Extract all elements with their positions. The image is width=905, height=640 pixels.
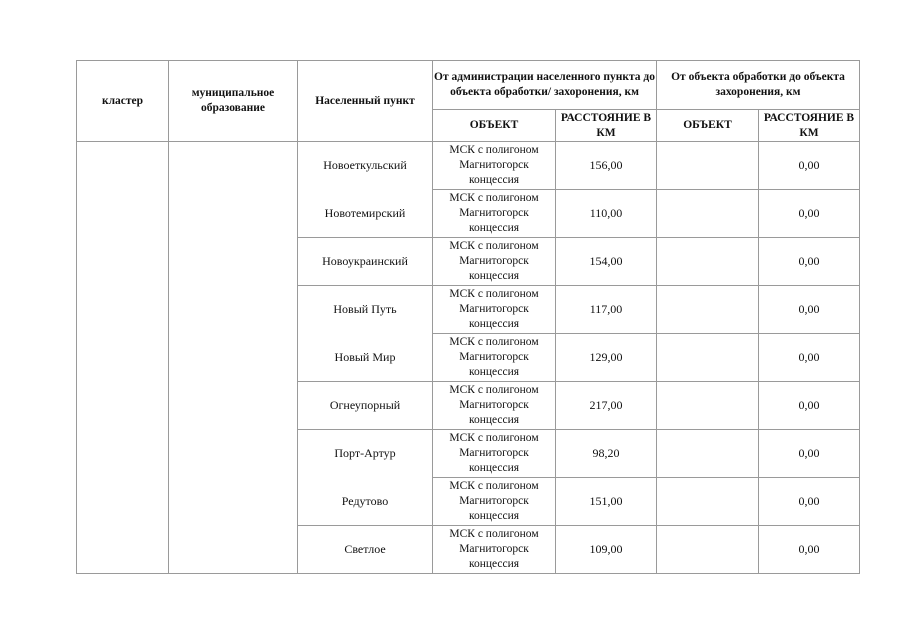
cell-object2	[657, 142, 759, 190]
header-cluster: кластер	[77, 61, 169, 142]
municipality-cell	[169, 142, 298, 574]
cell-object2	[657, 430, 759, 478]
header-group-processing: От объекта обработки до объекта захоронения, км	[657, 61, 860, 110]
cluster-cell	[77, 142, 169, 574]
header-distance: РАССТОЯНИЕ В КМ	[556, 110, 657, 142]
cell-distance2: 0,00	[759, 334, 860, 382]
cell-settlement: Новый Путь	[298, 286, 433, 334]
cell-distance: 151,00	[556, 478, 657, 526]
cell-settlement: Новотемирский	[298, 190, 433, 238]
cell-object2	[657, 526, 759, 574]
cell-distance: 110,00	[556, 190, 657, 238]
cell-settlement: Новоукраинский	[298, 238, 433, 286]
cell-object: МСК с полигоном Магнитогорск концессия	[433, 238, 556, 286]
cell-object: МСК с полигоном Магнитогорск концессия	[433, 382, 556, 430]
cell-object: МСК с полигоном Магнитогорск концессия	[433, 286, 556, 334]
header-municipality: муниципальное образование	[169, 61, 298, 142]
cell-object: МСК с полигоном Магнитогорск концессия	[433, 142, 556, 190]
cell-object: МСК с полигоном Магнитогорск концессия	[433, 334, 556, 382]
cell-distance2: 0,00	[759, 526, 860, 574]
cell-object: МСК с полигоном Магнитогорск концессия	[433, 526, 556, 574]
cell-distance: 117,00	[556, 286, 657, 334]
cell-object: МСК с полигоном Магнитогорск концессия	[433, 190, 556, 238]
cell-settlement: Новый Мир	[298, 334, 433, 382]
cell-distance: 109,00	[556, 526, 657, 574]
cell-distance2: 0,00	[759, 238, 860, 286]
cell-settlement: Огнеупорный	[298, 382, 433, 430]
cell-distance2: 0,00	[759, 142, 860, 190]
cell-settlement: Порт-Артур	[298, 430, 433, 478]
cell-object2	[657, 382, 759, 430]
cell-distance2: 0,00	[759, 478, 860, 526]
cell-object2	[657, 238, 759, 286]
cell-object2	[657, 190, 759, 238]
cell-object2	[657, 478, 759, 526]
cell-distance: 154,00	[556, 238, 657, 286]
cell-object: МСК с полигоном Магнитогорск концессия	[433, 430, 556, 478]
cell-distance: 156,00	[556, 142, 657, 190]
cell-distance: 217,00	[556, 382, 657, 430]
cell-distance: 129,00	[556, 334, 657, 382]
header-settlement: Населенный пункт	[298, 61, 433, 142]
cell-object2	[657, 334, 759, 382]
cell-object: МСК с полигоном Магнитогорск концессия	[433, 478, 556, 526]
cell-settlement: Светлое	[298, 526, 433, 574]
cell-distance2: 0,00	[759, 430, 860, 478]
cell-distance2: 0,00	[759, 286, 860, 334]
header-object-2: ОБЪЕКТ	[657, 110, 759, 142]
cell-settlement: Редутово	[298, 478, 433, 526]
cell-distance: 98,20	[556, 430, 657, 478]
header-group-admin: От администрации населенного пункта до объекта обработки/ захоронения, км	[433, 61, 657, 110]
cell-settlement: Новоеткульский	[298, 142, 433, 190]
cell-object2	[657, 286, 759, 334]
cell-distance2: 0,00	[759, 190, 860, 238]
header-distance-2: РАССТОЯНИЕ В КМ	[759, 110, 860, 142]
header-object: ОБЪЕКТ	[433, 110, 556, 142]
table-row	[77, 142, 860, 190]
table-body	[77, 142, 860, 574]
distance-table	[76, 60, 860, 574]
cell-distance2: 0,00	[759, 382, 860, 430]
